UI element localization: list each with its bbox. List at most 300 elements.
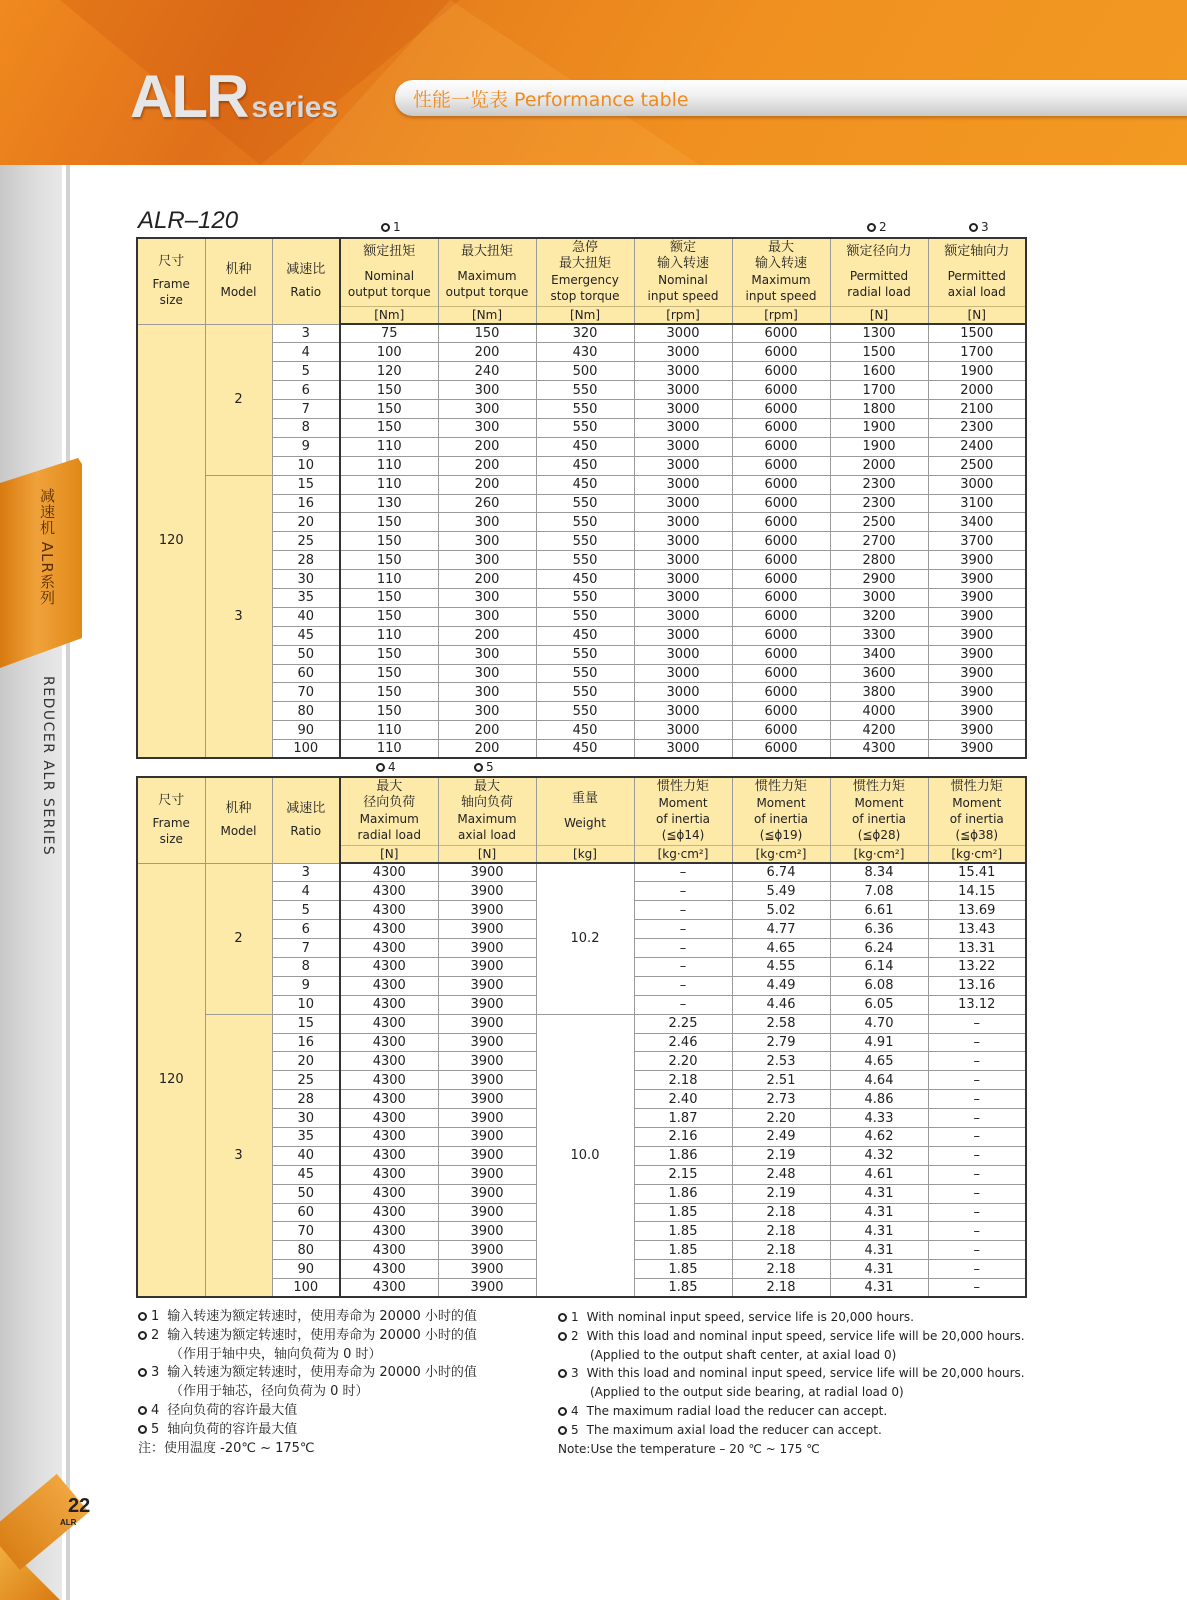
value-cell: 3000 — [634, 664, 732, 683]
value-cell: 150 — [340, 513, 438, 532]
column-header — [732, 238, 830, 306]
value-cell: 3900 — [438, 976, 536, 995]
table-row — [137, 324, 1026, 343]
value-cell: 2000 — [928, 381, 1026, 400]
header-en: input speed — [745, 289, 817, 304]
value-cell: 450 — [536, 721, 634, 740]
value-cell: 13.12 — [928, 995, 1026, 1014]
value-cell: 75 — [340, 324, 438, 343]
value-cell: 3900 — [438, 1146, 536, 1165]
footnote-number: 1 — [151, 1309, 160, 1324]
value-cell: 4.31 — [830, 1241, 928, 1260]
value-cell: 150 — [340, 702, 438, 721]
ring-icon — [558, 1313, 567, 1322]
value-cell: 4.31 — [830, 1222, 928, 1241]
header-cn: 最大扭矩 — [558, 256, 611, 272]
value-cell: 3900 — [438, 882, 536, 901]
value-cell: 150 — [340, 532, 438, 551]
header-cn: 输入转速 — [754, 256, 807, 272]
column-unit: [rpm] — [634, 306, 732, 324]
value-cell: 4200 — [830, 721, 928, 740]
value-cell: 2.19 — [732, 1146, 830, 1165]
header-cn: 最大扭矩 — [460, 244, 513, 260]
value-cell: 450 — [536, 475, 634, 494]
value-cell: 2.40 — [634, 1090, 732, 1109]
value-cell: 3900 — [928, 740, 1026, 759]
column-unit: [rpm] — [732, 306, 830, 324]
value-cell: 4300 — [340, 1033, 438, 1052]
value-cell: 13.22 — [928, 957, 1026, 976]
value-cell: 2.19 — [732, 1184, 830, 1203]
value-cell: – — [928, 1279, 1026, 1298]
value-cell: 1.85 — [634, 1203, 732, 1222]
value-cell: 150 — [340, 607, 438, 626]
value-cell: 3000 — [634, 721, 732, 740]
value-cell: – — [634, 920, 732, 939]
value-cell: 500 — [536, 362, 634, 381]
value-cell: 200 — [438, 343, 536, 362]
ratio-cell: 80 — [272, 1241, 340, 1260]
value-cell: 260 — [438, 494, 536, 513]
header-en: output torque — [445, 285, 529, 300]
value-cell: 4.31 — [830, 1260, 928, 1279]
header-en: size — [159, 832, 183, 847]
value-cell: 4300 — [340, 939, 438, 958]
value-cell: 4300 — [340, 1146, 438, 1165]
value-cell: 150 — [340, 645, 438, 664]
ratio-cell: 90 — [272, 1260, 340, 1279]
value-cell: – — [634, 863, 732, 882]
value-cell: 1700 — [830, 381, 928, 400]
value-cell: 6000 — [732, 551, 830, 570]
footnote-text: The maximum radial load the reducer can accept. — [586, 1403, 888, 1418]
ring-icon — [558, 1426, 567, 1435]
value-cell: 3400 — [928, 513, 1026, 532]
column-header — [928, 777, 1026, 845]
value-cell: 6000 — [732, 400, 830, 419]
value-cell: 6000 — [732, 683, 830, 702]
value-cell: – — [928, 1222, 1026, 1241]
value-cell: 2900 — [830, 570, 928, 589]
value-cell: 300 — [438, 381, 536, 400]
value-cell: 110 — [340, 626, 438, 645]
header-en: of inertia — [851, 812, 907, 827]
value-cell: 120 — [340, 362, 438, 381]
header-en: Maximum — [751, 273, 811, 288]
value-cell: 550 — [536, 494, 634, 513]
column-unit: [Nm] — [438, 306, 536, 324]
value-cell: – — [928, 1109, 1026, 1128]
footnote-item — [558, 1327, 1025, 1346]
value-cell: 1900 — [928, 362, 1026, 381]
header-cn: 最大 — [473, 779, 500, 795]
value-cell: 4.65 — [732, 939, 830, 958]
value-cell: 4.64 — [830, 1071, 928, 1090]
value-cell: 3300 — [830, 626, 928, 645]
footnote-number: 3 — [571, 1366, 579, 1381]
value-cell: 3000 — [830, 588, 928, 607]
column-header — [928, 238, 1026, 306]
header-cn: 惯性力矩 — [852, 779, 905, 795]
value-cell: 450 — [536, 740, 634, 759]
value-cell: 1900 — [830, 418, 928, 437]
value-cell: 3900 — [438, 1014, 536, 1033]
value-cell: 450 — [536, 570, 634, 589]
value-cell: 3000 — [634, 607, 732, 626]
value-cell: 3600 — [830, 664, 928, 683]
footnote-subtext: (Applied to the output shaft center, at axial load 0) — [590, 1347, 897, 1362]
value-cell: 3900 — [438, 1052, 536, 1071]
value-cell: 3900 — [928, 551, 1026, 570]
value-cell: 1500 — [830, 343, 928, 362]
column-unit: [Nm] — [536, 306, 634, 324]
header-cn: 惯性力矩 — [656, 779, 709, 795]
column-unit: [kg·cm²] — [928, 845, 1026, 863]
value-cell: 150 — [340, 664, 438, 683]
value-cell: 1.85 — [634, 1260, 732, 1279]
value-cell: 200 — [438, 456, 536, 475]
value-cell: 550 — [536, 418, 634, 437]
footnote-number: 3 — [151, 1365, 160, 1381]
value-cell: 320 — [536, 324, 634, 343]
value-cell: 4300 — [340, 1052, 438, 1071]
value-cell: – — [928, 1127, 1026, 1146]
value-cell: 4300 — [340, 995, 438, 1014]
value-cell: 2500 — [928, 456, 1026, 475]
ring-icon — [138, 1425, 147, 1434]
footnotes-chinese — [138, 1308, 477, 1458]
header-en: Moment — [952, 796, 1002, 811]
ratio-cell: 100 — [272, 740, 340, 759]
value-cell: 6.08 — [830, 976, 928, 995]
value-cell: 200 — [438, 626, 536, 645]
footnote-subtext: (Applied to the output side bearing, at radial load 0) — [590, 1385, 904, 1400]
footnote-item — [558, 1402, 1025, 1421]
value-cell: 2700 — [830, 532, 928, 551]
value-cell: 300 — [438, 664, 536, 683]
value-cell: 3000 — [634, 570, 732, 589]
value-cell: 430 — [536, 343, 634, 362]
value-cell: 300 — [438, 532, 536, 551]
value-cell: 1.85 — [634, 1222, 732, 1241]
footnotes-english — [558, 1308, 1025, 1458]
column-unit: [N] — [830, 306, 928, 324]
model-cell: 2 — [205, 863, 272, 1014]
footnote-number: 4 — [151, 1402, 160, 1418]
value-cell: 3000 — [634, 362, 732, 381]
value-cell: 6000 — [732, 362, 830, 381]
value-cell: 110 — [340, 570, 438, 589]
value-cell: 550 — [536, 532, 634, 551]
footnote-item — [138, 1364, 477, 1383]
value-cell: 2.46 — [634, 1033, 732, 1052]
value-cell: 3700 — [928, 532, 1026, 551]
footnote-item — [558, 1308, 1025, 1327]
value-cell: 6000 — [732, 475, 830, 494]
ratio-cell: 9 — [272, 976, 340, 995]
value-cell: 6.36 — [830, 920, 928, 939]
value-cell: 3000 — [634, 437, 732, 456]
ratio-cell: 10 — [272, 456, 340, 475]
value-cell: 4.77 — [732, 920, 830, 939]
value-cell: 6000 — [732, 721, 830, 740]
value-cell: 2400 — [928, 437, 1026, 456]
header-en: Moment — [756, 796, 806, 811]
value-cell: – — [634, 901, 732, 920]
value-cell: 3000 — [634, 551, 732, 570]
value-cell: 110 — [340, 740, 438, 759]
value-cell: 150 — [340, 381, 438, 400]
value-cell: 150 — [340, 400, 438, 419]
ratio-cell: 16 — [272, 1033, 340, 1052]
column-header — [340, 777, 438, 845]
header-cn: 惯性力矩 — [950, 779, 1003, 795]
value-cell: 4300 — [340, 1279, 438, 1298]
side-strip — [0, 165, 62, 1600]
model-title: ALR–120 — [138, 207, 239, 234]
value-cell: 2.51 — [732, 1071, 830, 1090]
value-cell: 3900 — [438, 1109, 536, 1128]
value-cell: 3000 — [634, 400, 732, 419]
value-cell: 4300 — [340, 920, 438, 939]
value-cell: 2.18 — [732, 1203, 830, 1222]
frame-size-cell: 120 — [137, 324, 205, 758]
ratio-cell: 5 — [272, 362, 340, 381]
value-cell: – — [928, 1203, 1026, 1222]
value-cell: 2000 — [830, 456, 928, 475]
value-cell: 2.25 — [634, 1014, 732, 1033]
column-unit: [N] — [438, 845, 536, 863]
value-cell: 4300 — [340, 901, 438, 920]
header-en: radial load — [847, 285, 911, 300]
header-en: (≦ϕ28) — [857, 828, 901, 843]
column-header — [272, 238, 340, 324]
value-cell: – — [928, 1146, 1026, 1165]
footnote-number: 1 — [571, 1310, 579, 1324]
ring-icon — [138, 1406, 147, 1415]
value-cell: 130 — [340, 494, 438, 513]
frame-size-cell: 120 — [137, 863, 205, 1297]
ratio-cell: 5 — [272, 901, 340, 920]
column-unit: [kg·cm²] — [732, 845, 830, 863]
value-cell: 4300 — [340, 1165, 438, 1184]
value-cell: 3000 — [634, 381, 732, 400]
value-cell: 6000 — [732, 381, 830, 400]
value-cell: 6.14 — [830, 957, 928, 976]
column-unit: [N] — [340, 845, 438, 863]
value-cell: 2.20 — [634, 1052, 732, 1071]
ratio-cell: 45 — [272, 1165, 340, 1184]
ratio-cell: 20 — [272, 1052, 340, 1071]
value-cell: 1.86 — [634, 1146, 732, 1165]
value-cell: 300 — [438, 702, 536, 721]
header-cn: 额定 — [669, 240, 696, 256]
value-cell: 2300 — [830, 475, 928, 494]
value-cell: 2.20 — [732, 1109, 830, 1128]
ratio-cell: 35 — [272, 588, 340, 607]
column-header — [438, 777, 536, 845]
value-cell: 6.24 — [830, 939, 928, 958]
header-cn: 额定径向力 — [846, 244, 912, 260]
ratio-cell: 8 — [272, 418, 340, 437]
value-cell: 4300 — [340, 863, 438, 882]
value-cell: 3000 — [634, 588, 732, 607]
value-cell: 6000 — [732, 588, 830, 607]
brand-logo — [130, 62, 338, 131]
ring-icon — [381, 223, 390, 232]
header-cn: 机种 — [225, 262, 252, 278]
value-cell: 7.08 — [830, 882, 928, 901]
ring-icon — [558, 1407, 567, 1416]
ratio-cell: 25 — [272, 532, 340, 551]
ratio-cell: 70 — [272, 683, 340, 702]
footnote-mark-1: 1 — [381, 220, 401, 234]
value-cell: 4300 — [340, 1241, 438, 1260]
value-cell: 3900 — [438, 995, 536, 1014]
footnote-text: 输入转速为额定转速时，使用寿命为 20000 小时的值 — [167, 1309, 477, 1324]
value-cell: 150 — [340, 418, 438, 437]
value-cell: 2100 — [928, 400, 1026, 419]
value-cell: 550 — [536, 702, 634, 721]
value-cell: 3900 — [928, 645, 1026, 664]
value-cell: 110 — [340, 721, 438, 740]
value-cell: 5.49 — [732, 882, 830, 901]
column-unit: [kg·cm²] — [634, 845, 732, 863]
value-cell: 6.61 — [830, 901, 928, 920]
column-header — [536, 777, 634, 845]
footnote-number: 5 — [571, 1422, 579, 1437]
header-row — [137, 777, 1026, 845]
value-cell: 13.69 — [928, 901, 1026, 920]
value-cell: 6.74 — [732, 863, 830, 882]
header-en: axial load — [947, 285, 1006, 300]
column-header — [536, 238, 634, 306]
value-cell: – — [928, 1260, 1026, 1279]
header-cn: 机种 — [225, 801, 252, 817]
header-en: stop torque — [550, 289, 620, 304]
value-cell: 2.16 — [634, 1127, 732, 1146]
footnote-text: The maximum axial load the reducer can accept. — [586, 1422, 882, 1437]
temperature-note: 注：使用温度 -20℃ ~ 175℃ — [138, 1440, 315, 1456]
footnote-text: With nominal input speed, service life is 20,000 hours. — [586, 1310, 914, 1324]
value-cell: 4300 — [340, 1014, 438, 1033]
value-cell: 4.33 — [830, 1109, 928, 1128]
value-cell: 550 — [536, 551, 634, 570]
footnote-item — [138, 1327, 477, 1346]
column-unit: [kg] — [536, 845, 634, 863]
header-en: of inertia — [753, 812, 809, 827]
value-cell: 200 — [438, 740, 536, 759]
value-cell: 6000 — [732, 702, 830, 721]
ratio-cell: 16 — [272, 494, 340, 513]
value-cell: 4.31 — [830, 1279, 928, 1298]
value-cell: 3000 — [634, 683, 732, 702]
header-cn: 输入转速 — [656, 256, 709, 272]
value-cell: 2.79 — [732, 1033, 830, 1052]
value-cell: 13.16 — [928, 976, 1026, 995]
value-cell: 3000 — [634, 532, 732, 551]
ratio-cell: 6 — [272, 920, 340, 939]
footnote-text: 轴向负荷的容许最大值 — [167, 1421, 298, 1437]
footnote-subtext: （作用于轴中央，轴向负荷为 0 时） — [170, 1346, 382, 1362]
column-header — [137, 777, 205, 863]
value-cell: 3000 — [634, 645, 732, 664]
value-cell: 3900 — [438, 1260, 536, 1279]
value-cell: – — [928, 1090, 1026, 1109]
value-cell: 4300 — [340, 1203, 438, 1222]
value-cell: 6000 — [732, 324, 830, 343]
header-en: Maximum — [457, 269, 517, 284]
header-cn: 径向负荷 — [363, 795, 416, 811]
value-cell: 2.18 — [634, 1071, 732, 1090]
ratio-cell: 25 — [272, 1071, 340, 1090]
header-en: Maximum — [457, 812, 517, 827]
brand-main: ALR — [130, 63, 248, 130]
header-en: Frame — [152, 816, 190, 831]
value-cell: 3900 — [438, 939, 536, 958]
ratio-cell: 30 — [272, 1109, 340, 1128]
header-en: of inertia — [655, 812, 711, 827]
value-cell: 4300 — [340, 1071, 438, 1090]
value-cell: – — [634, 882, 732, 901]
value-cell: 2.53 — [732, 1052, 830, 1071]
footnote-text: 输入转速为额定转速时，使用寿命为 20000 小时的值 — [167, 1365, 477, 1381]
ratio-cell: 50 — [272, 645, 340, 664]
value-cell: 1600 — [830, 362, 928, 381]
value-cell: 2.18 — [732, 1260, 830, 1279]
model-cell: 3 — [205, 1014, 272, 1297]
value-cell: 4.31 — [830, 1203, 928, 1222]
value-cell: 550 — [536, 381, 634, 400]
side-tab-label: 减速机 ALR系列 — [38, 488, 56, 606]
value-cell: 550 — [536, 513, 634, 532]
value-cell: 5.02 — [732, 901, 830, 920]
value-cell: – — [928, 1014, 1026, 1033]
value-cell: 3900 — [438, 1241, 536, 1260]
value-cell: 3900 — [928, 626, 1026, 645]
weight-cell: 10.0 — [536, 1014, 634, 1297]
page-tag: ALR — [60, 1518, 77, 1527]
ring-icon — [138, 1312, 147, 1321]
value-cell: 3900 — [438, 1165, 536, 1184]
value-cell: 4300 — [340, 1222, 438, 1241]
ratio-cell: 60 — [272, 664, 340, 683]
value-cell: 2.58 — [732, 1014, 830, 1033]
header-en: Emergency — [551, 273, 619, 288]
header-row — [137, 238, 1026, 306]
ratio-cell: 28 — [272, 1090, 340, 1109]
ratio-cell: 28 — [272, 551, 340, 570]
value-cell: 2.49 — [732, 1127, 830, 1146]
value-cell: 3000 — [928, 475, 1026, 494]
value-cell: – — [928, 1071, 1026, 1090]
header-cn: 重量 — [571, 791, 598, 807]
value-cell: 6000 — [732, 626, 830, 645]
value-cell: 6000 — [732, 570, 830, 589]
value-cell: 3900 — [438, 863, 536, 882]
table-row — [137, 475, 1026, 494]
value-cell: 4.61 — [830, 1165, 928, 1184]
value-cell: 8.34 — [830, 863, 928, 882]
value-cell: 3000 — [634, 343, 732, 362]
value-cell: 110 — [340, 456, 438, 475]
value-cell: 2300 — [830, 494, 928, 513]
ratio-cell: 3 — [272, 863, 340, 882]
value-cell: 550 — [536, 683, 634, 702]
ratio-cell: 100 — [272, 1279, 340, 1298]
value-cell: 6000 — [732, 418, 830, 437]
header-en: input speed — [647, 289, 719, 304]
